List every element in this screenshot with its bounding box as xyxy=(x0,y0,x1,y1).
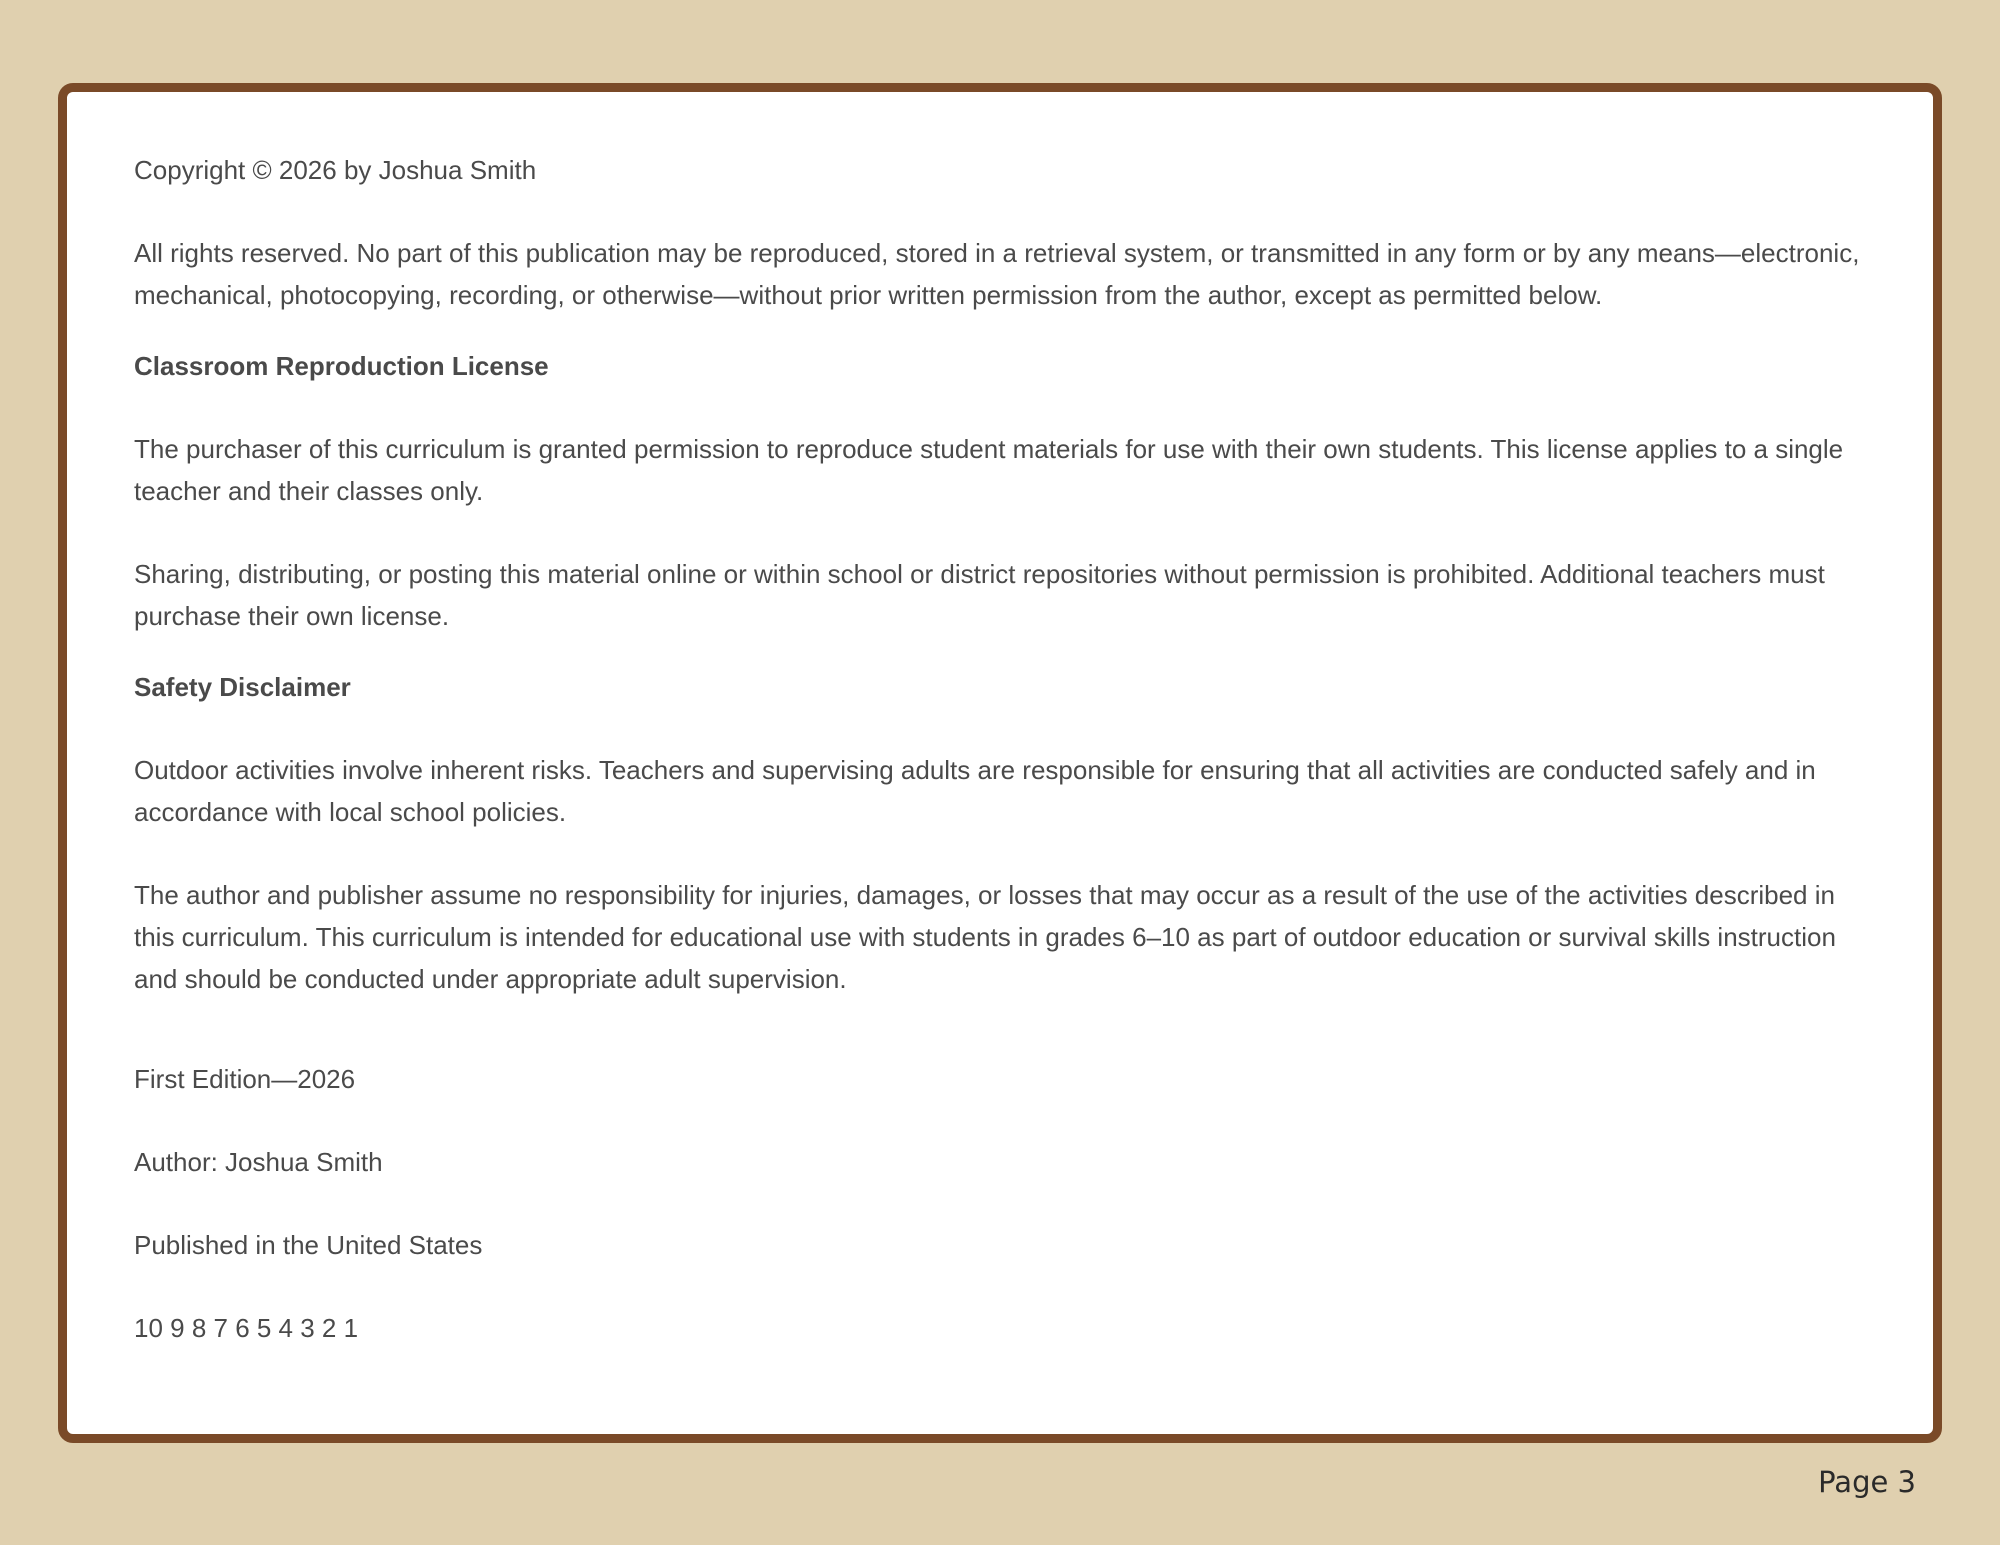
classroom-license-paragraph: The purchaser of this curriculum is granted permission to reproduce student materials for use with their own students. This license applies to a single teacher and their classes only. xyxy=(134,434,1844,506)
published-line: Published in the United States xyxy=(134,1230,483,1260)
safety-disclaimer-paragraph: The author and publisher assume no responsibility for injuries, damages, or losses that may occur as a result of the use of the activities described in this curriculum. This curriculum is intended for educational use with students in grades 6–10 as part of outdoor education or survival skills instruction and should be conducted under appropriate adult supervision. xyxy=(134,880,1836,994)
content-frame xyxy=(58,83,1942,1443)
edition-line: First Edition—2026 xyxy=(134,1064,356,1094)
copyright-line: Copyright © 2026 by Joshua Smith xyxy=(134,155,537,185)
classroom-license-heading: Classroom Reproduction License xyxy=(134,351,549,381)
classroom-license-paragraph: Sharing, distributing, or posting this material online or within school or district repositories without permission is prohibited. Additional teachers must purchase their own license. xyxy=(134,559,1825,631)
safety-disclaimer-paragraph: Outdoor activities involve inherent risks. Teachers and supervising adults are responsible for ensuring that all activities are conducted safely and in accordance with local school policies. xyxy=(134,755,1816,827)
safety-disclaimer-heading: Safety Disclaimer xyxy=(134,672,351,702)
copyright-page-content xyxy=(134,149,1874,1349)
rights-paragraph: All rights reserved. No part of this publication may be reproduced, stored in a retrieval system, or transmitted in any form or by any means—electronic, mechanical, photocopying, recording, or otherwise—without prior written permission from the author, except as permitted below. xyxy=(134,238,1860,310)
page-number: Page 3 xyxy=(1818,1465,1916,1499)
print-line: 10 9 8 7 6 5 4 3 2 1 xyxy=(134,1313,359,1343)
author-line: Author: Joshua Smith xyxy=(134,1147,383,1177)
